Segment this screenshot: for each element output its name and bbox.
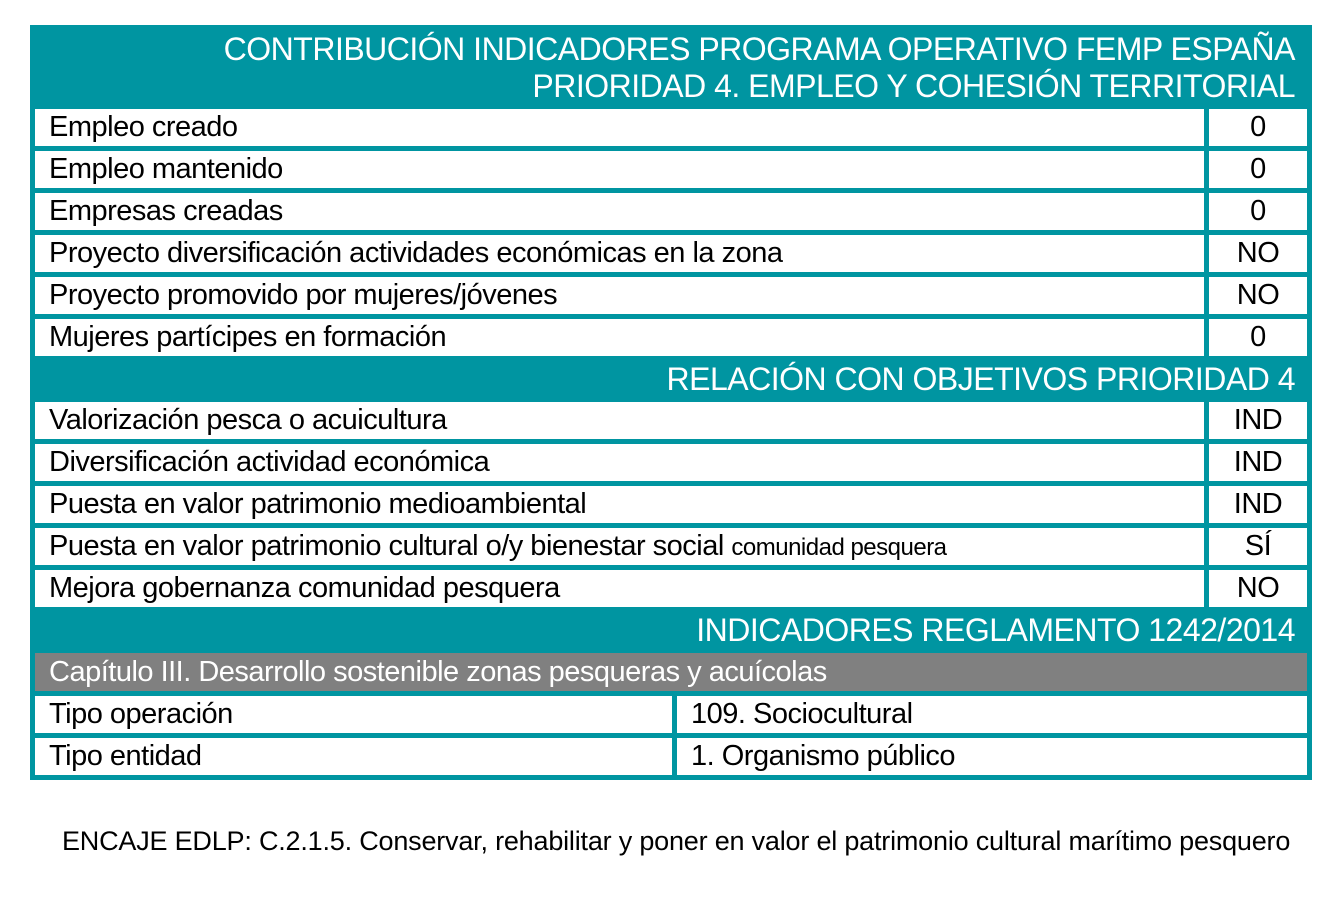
table-row — [35, 235, 1307, 272]
row-label: Diversificación actividad económica — [35, 444, 1204, 481]
table-row — [35, 151, 1307, 188]
row-label-main: Puesta en valor patrimonio cultural o/y bienestar social — [49, 530, 724, 562]
detail-label: Tipo entidad — [35, 738, 672, 775]
table-row — [35, 486, 1307, 523]
detail-value: 1. Organismo público — [677, 738, 1307, 775]
table-row — [35, 319, 1307, 356]
row-value: NO — [1209, 277, 1307, 314]
section-header-regulation: INDICADORES REGLAMENTO 1242/2014 — [35, 612, 1307, 648]
table-row — [35, 528, 1307, 565]
table-row — [35, 696, 1307, 733]
row-label — [35, 528, 1204, 565]
row-value: NO — [1209, 570, 1307, 607]
row-label: Valorización pesca o acuicultura — [35, 402, 1204, 439]
row-label: Empresas creadas — [35, 193, 1204, 230]
table-row — [35, 402, 1307, 439]
table-title-line2: PRIORIDAD 4. EMPLEO Y COHESIÓN TERRITORIAL — [532, 68, 1295, 104]
table-row — [35, 193, 1307, 230]
row-label: Empleo mantenido — [35, 151, 1204, 188]
row-value: IND — [1209, 444, 1307, 481]
row-label: Empleo creado — [35, 109, 1204, 146]
row-label: Mujeres partícipes en formación — [35, 319, 1204, 356]
detail-value: 109. Sociocultural — [677, 696, 1307, 733]
table-row — [35, 277, 1307, 314]
detail-label: Tipo operación — [35, 696, 672, 733]
row-value: 0 — [1209, 109, 1307, 146]
section-header-objectives: RELACIÓN CON OBJETIVOS PRIORIDAD 4 — [35, 361, 1307, 397]
row-value: NO — [1209, 235, 1307, 272]
table-row — [35, 444, 1307, 481]
row-value: IND — [1209, 486, 1307, 523]
row-value: 0 — [1209, 193, 1307, 230]
indicators-table — [30, 25, 1312, 780]
table-row — [35, 570, 1307, 607]
row-value: 0 — [1209, 151, 1307, 188]
row-label: Proyecto diversificación actividades económicas en la zona — [35, 235, 1204, 272]
row-value: 0 — [1209, 319, 1307, 356]
row-label-small: comunidad pesquera — [731, 534, 947, 561]
encaje-edlp-note: ENCAJE EDLP: C.2.1.5. Conservar, rehabilitar y poner en valor el patrimonio cultural marítimo pesquero — [62, 826, 1291, 856]
row-label: Puesta en valor patrimonio medioambiental — [35, 486, 1204, 523]
table-row — [35, 738, 1307, 775]
row-value: SÍ — [1209, 528, 1307, 565]
table-title — [35, 30, 1307, 104]
row-label: Proyecto promovido por mujeres/jóvenes — [35, 277, 1204, 314]
chapter-header: Capítulo III. Desarrollo sostenible zonas pesqueras y acuícolas — [35, 653, 1307, 691]
row-value: IND — [1209, 402, 1307, 439]
table-row — [35, 109, 1307, 146]
row-label: Mejora gobernanza comunidad pesquera — [35, 570, 1204, 607]
table-title-line1: CONTRIBUCIÓN INDICADORES PROGRAMA OPERATIVO FEMP ESPAÑA — [223, 31, 1295, 67]
